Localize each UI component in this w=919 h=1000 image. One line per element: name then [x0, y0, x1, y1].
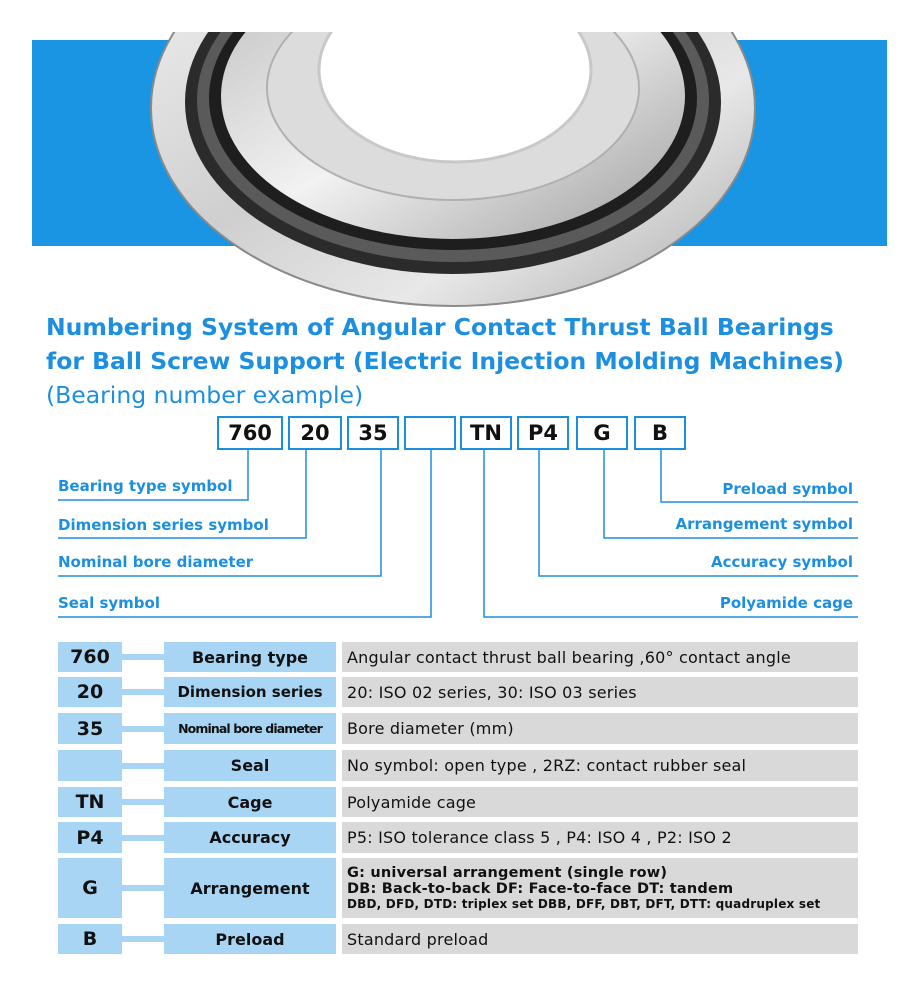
row-connector [122, 654, 164, 660]
row-name: Seal [164, 750, 336, 781]
label-accuracy-symbol: Accuracy symbol [710, 553, 853, 571]
row-code: G [58, 858, 122, 918]
row-name: Arrangement [164, 858, 336, 918]
row-name: Dimension series [164, 677, 336, 707]
table-row [58, 787, 858, 817]
table-row [58, 858, 858, 918]
row-description: Polyamide cage [342, 787, 858, 817]
code-box-20: 20 [288, 416, 342, 450]
row-description: Angular contact thrust ball bearing ,60° contact angle [342, 642, 858, 672]
table-row [58, 713, 858, 744]
row-description: 20: ISO 02 series, 30: ISO 03 series [342, 677, 858, 707]
table-row [58, 750, 858, 781]
desc-line: DB: Back-to-back DF: Face-to-face DT: tandem [347, 881, 734, 897]
row-name: Accuracy [164, 822, 336, 853]
row-connector [122, 936, 164, 942]
label-preload-symbol: Preload symbol [722, 480, 853, 498]
row-code: TN [58, 787, 122, 817]
code-box-g: G [576, 416, 628, 450]
row-connector [122, 835, 164, 841]
row-code: 35 [58, 713, 122, 744]
row-code: P4 [58, 822, 122, 853]
row-description: Standard preload [342, 924, 858, 954]
row-code [58, 750, 122, 781]
title-line-1: Numbering System of Angular Contact Thrust Ball Bearings [46, 313, 834, 341]
label-arrangement-symbol: Arrangement symbol [675, 515, 853, 533]
row-name: Bearing type [164, 642, 336, 672]
label-polyamide-cage: Polyamide cage [719, 594, 853, 612]
label-nominal-bore-diameter: Nominal bore diameter [58, 553, 254, 571]
label-bearing-type-symbol: Bearing type symbol [58, 477, 233, 495]
row-connector [122, 726, 164, 732]
table-row [58, 642, 858, 672]
code-box-760: 760 [217, 416, 283, 450]
row-code: B [58, 924, 122, 954]
code-box-35: 35 [347, 416, 399, 450]
label-seal-symbol: Seal symbol [58, 594, 160, 612]
row-name: Preload [164, 924, 336, 954]
row-connector [122, 885, 164, 891]
label-dimension-series-symbol: Dimension series symbol [58, 516, 269, 534]
row-connector [122, 799, 164, 805]
code-box-b: B [634, 416, 686, 450]
row-description [342, 858, 858, 918]
row-description: No symbol: open type , 2RZ: contact rubber seal [342, 750, 858, 781]
code-box-tn: TN [460, 416, 512, 450]
row-description: Bore diameter (mm) [342, 713, 858, 744]
row-code: 20 [58, 677, 122, 707]
row-code: 760 [58, 642, 122, 672]
table-row [58, 822, 858, 853]
title-line-3: (Bearing number example) [46, 381, 364, 409]
desc-line: G: universal arrangement (single row) [347, 865, 668, 881]
table-row [58, 677, 858, 707]
code-box-p4: P4 [517, 416, 569, 450]
row-description: P5: ISO tolerance class 5 , P4: ISO 4 , P2: ISO 2 [342, 822, 858, 853]
desc-line: DBD, DFD, DTD: triplex set DBB, DFF, DBT, DFT, DTT: quadruplex set [347, 897, 821, 911]
row-connector [122, 689, 164, 695]
row-name: Cage [164, 787, 336, 817]
row-name: Nominal bore diameter [164, 713, 336, 744]
table-row [58, 924, 858, 954]
row-connector [122, 763, 164, 769]
title-line-2: for Ball Screw Support (Electric Injection Molding Machines) [46, 347, 844, 375]
